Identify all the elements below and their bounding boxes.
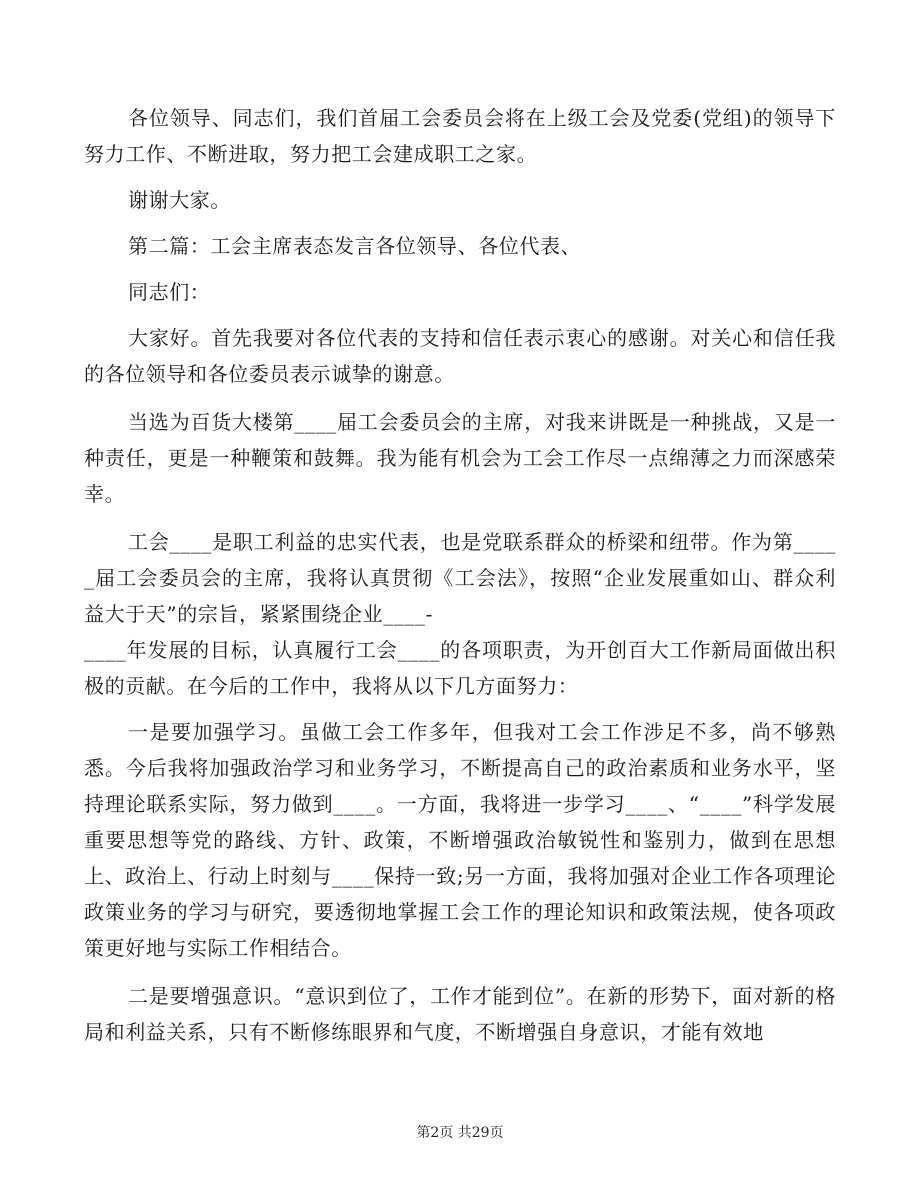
paragraph-2: 谢谢大家。 (128, 188, 231, 212)
paragraph-10: 二是要增强意识。“意识到位了，工作才能到位”。在新的形势下，面对新的格局和利益关系，只有不断修练眼界和气度，不断增强自身意识，才能有效地 (84, 984, 836, 1044)
paragraph-4-salutation: 同志们： (128, 280, 211, 304)
paragraph-1: 各位领导、同志们，我们首届工会委员会将在上级工会及党委(党组)的领导下努力工作、不断进取，努力把工会建成职工之家。 (84, 106, 836, 166)
paragraph-8: ____年发展的目标，认真履行工会____的各项职责，为开创百大工作新局面做出积极的贡献。在今后的工作中，我将从以下几方面努力： (84, 638, 836, 698)
paragraph-7: 工会____是职工利益的忠实代表，也是党联系群众的桥梁和纽带。作为第_____届工会委员会的主席，我将认真贯彻《工会法》，按照“企业发展重如山、群众利益大于天”的宗旨，紧紧围绕企业____- (84, 530, 836, 626)
paragraph-3-heading: 第二篇：工会主席表态发言各位领导、各位代表、 (128, 234, 582, 258)
document-body (84, 100, 836, 1050)
paragraph-5: 大家好。首先我要对各位代表的支持和信任表示衷心的感谢。对关心和信任我的各位领导和各位委员表示诚挚的谢意。 (84, 326, 836, 386)
page-footer: 第2页 共29页 (416, 1125, 504, 1141)
paragraph-6: 当选为百货大楼第____届工会委员会的主席，对我来讲既是一种挑战，又是一种责任，更是一种鞭策和鼓舞。我为能有机会为工会工作尽一点绵薄之力而深感荣幸。 (84, 410, 836, 506)
paragraph-9: 一是要加强学习。虽做工会工作多年，但我对工会工作涉足不多，尚不够熟悉。今后我将加强政治学习和业务学习，不断提高自己的政治素质和业务水平，坚持理论联系实际，努力做到____。一方面，我将进一步学习____、“____”科学发展重要思想等党的路线、方针、政策，不断增强政治敏锐性和鉴别力，做到在思想上、政治上、行动上时刻与____保持一致;另一方面，我将加强对企业工作各项理论政策业务的学习与研究，要透彻地掌握工会工作的理论知识和政策法规，使各项政策更好地与实际工作相结合。 (84, 720, 836, 960)
